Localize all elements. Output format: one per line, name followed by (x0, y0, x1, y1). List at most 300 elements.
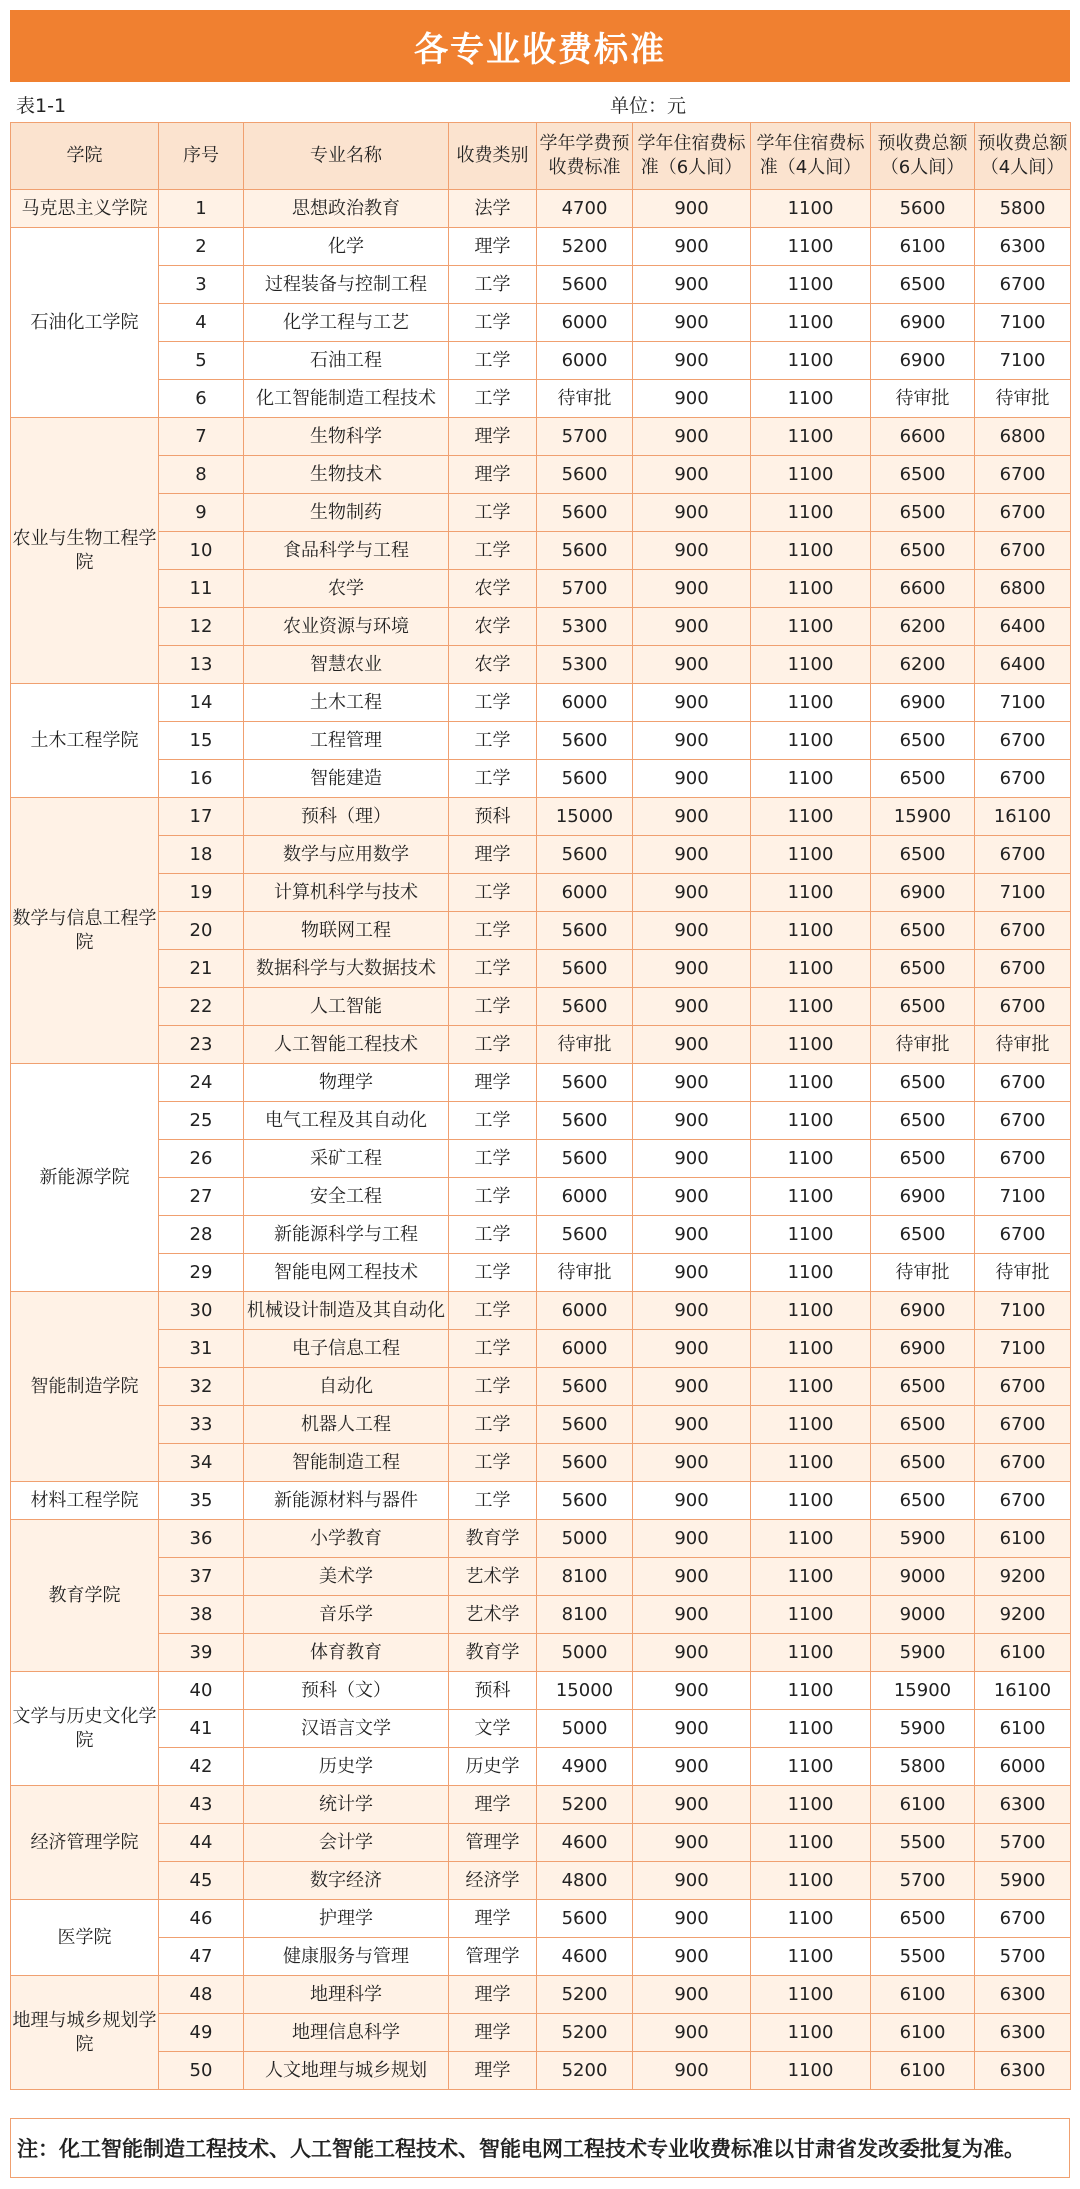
row-dorm-4: 1100 (751, 1634, 871, 1672)
row-tuition: 8100 (537, 1558, 633, 1596)
row-total-4: 6700 (975, 1064, 1071, 1102)
row-total-6: 15900 (871, 798, 975, 836)
row-dorm-6: 900 (633, 1216, 751, 1254)
row-tuition: 5200 (537, 2014, 633, 2052)
row-dorm-4: 1100 (751, 950, 871, 988)
row-major: 预科（理） (244, 798, 449, 836)
row-dorm-6: 900 (633, 874, 751, 912)
row-major: 汉语言文学 (244, 1710, 449, 1748)
row-total-4: 6100 (975, 1710, 1071, 1748)
row-tuition: 5600 (537, 950, 633, 988)
row-dorm-6: 900 (633, 228, 751, 266)
row-category: 理学 (449, 1900, 537, 1938)
table-row (11, 874, 1071, 912)
row-index: 41 (159, 1710, 244, 1748)
row-total-6: 6600 (871, 418, 975, 456)
row-total-4: 6800 (975, 570, 1071, 608)
row-index: 32 (159, 1368, 244, 1406)
row-index: 19 (159, 874, 244, 912)
row-total-4: 7100 (975, 874, 1071, 912)
table-row (11, 722, 1071, 760)
row-tuition: 4700 (537, 190, 633, 228)
row-major: 历史学 (244, 1748, 449, 1786)
row-dorm-6: 900 (633, 1596, 751, 1634)
row-total-6: 6900 (871, 304, 975, 342)
college-name: 教育学院 (11, 1520, 159, 1672)
row-total-4: 待审批 (975, 1026, 1071, 1064)
row-category: 工学 (449, 1406, 537, 1444)
row-total-4: 6700 (975, 760, 1071, 798)
row-dorm-6: 900 (633, 1938, 751, 1976)
row-index: 28 (159, 1216, 244, 1254)
title-banner (10, 10, 1070, 82)
row-category: 工学 (449, 1140, 537, 1178)
row-major: 食品科学与工程 (244, 532, 449, 570)
row-dorm-6: 900 (633, 1710, 751, 1748)
row-major: 生物技术 (244, 456, 449, 494)
row-tuition: 6000 (537, 1178, 633, 1216)
row-major: 物联网工程 (244, 912, 449, 950)
row-dorm-6: 900 (633, 1330, 751, 1368)
row-index: 26 (159, 1140, 244, 1178)
row-category: 理学 (449, 2014, 537, 2052)
table-row (11, 646, 1071, 684)
row-major: 会计学 (244, 1824, 449, 1862)
row-major: 化学工程与工艺 (244, 304, 449, 342)
row-tuition: 待审批 (537, 380, 633, 418)
row-total-6: 6900 (871, 1292, 975, 1330)
table-row (11, 1976, 1071, 2014)
row-dorm-6: 900 (633, 1900, 751, 1938)
row-major: 美术学 (244, 1558, 449, 1596)
row-category: 工学 (449, 950, 537, 988)
table-row (11, 418, 1071, 456)
row-total-6: 5500 (871, 1938, 975, 1976)
row-major: 小学教育 (244, 1520, 449, 1558)
row-dorm-6: 900 (633, 342, 751, 380)
row-category: 理学 (449, 456, 537, 494)
table-row (11, 950, 1071, 988)
row-tuition: 5300 (537, 608, 633, 646)
row-total-6: 6500 (871, 1368, 975, 1406)
row-dorm-4: 1100 (751, 1482, 871, 1520)
row-total-4: 16100 (975, 1672, 1071, 1710)
row-total-6: 15900 (871, 1672, 975, 1710)
row-total-6: 6500 (871, 988, 975, 1026)
row-dorm-4: 1100 (751, 760, 871, 798)
row-index: 39 (159, 1634, 244, 1672)
row-category: 工学 (449, 1292, 537, 1330)
row-index: 8 (159, 456, 244, 494)
header-total-6: 预收费总额（6人间） (871, 123, 975, 190)
table-meta (10, 82, 1070, 122)
table-row (11, 760, 1071, 798)
row-major: 机器人工程 (244, 1406, 449, 1444)
table-row (11, 1558, 1071, 1596)
row-index: 48 (159, 1976, 244, 2014)
row-index: 11 (159, 570, 244, 608)
table-row (11, 1938, 1071, 1976)
row-tuition: 5600 (537, 1140, 633, 1178)
table-row (11, 532, 1071, 570)
row-major: 护理学 (244, 1900, 449, 1938)
row-total-6: 6500 (871, 1482, 975, 1520)
row-total-4: 7100 (975, 684, 1071, 722)
row-major: 音乐学 (244, 1596, 449, 1634)
row-tuition: 5600 (537, 1444, 633, 1482)
row-total-4: 6100 (975, 1520, 1071, 1558)
row-category: 教育学 (449, 1520, 537, 1558)
row-dorm-4: 1100 (751, 1026, 871, 1064)
row-dorm-4: 1100 (751, 2014, 871, 2052)
row-total-6: 6500 (871, 1216, 975, 1254)
row-total-4: 6700 (975, 456, 1071, 494)
row-index: 47 (159, 1938, 244, 1976)
row-index: 33 (159, 1406, 244, 1444)
row-category: 理学 (449, 836, 537, 874)
row-total-6: 5600 (871, 190, 975, 228)
row-dorm-4: 1100 (751, 380, 871, 418)
row-dorm-6: 900 (633, 988, 751, 1026)
table-row (11, 1444, 1071, 1482)
row-dorm-6: 900 (633, 912, 751, 950)
row-category: 理学 (449, 418, 537, 456)
table-row (11, 1292, 1071, 1330)
table-row (11, 1406, 1071, 1444)
row-dorm-6: 900 (633, 266, 751, 304)
row-index: 36 (159, 1520, 244, 1558)
row-dorm-4: 1100 (751, 1178, 871, 1216)
row-tuition: 5200 (537, 228, 633, 266)
row-category: 工学 (449, 494, 537, 532)
row-tuition: 5600 (537, 1216, 633, 1254)
row-major: 人工智能工程技术 (244, 1026, 449, 1064)
row-tuition: 6000 (537, 684, 633, 722)
row-dorm-4: 1100 (751, 1558, 871, 1596)
row-total-4: 6000 (975, 1748, 1071, 1786)
row-index: 7 (159, 418, 244, 456)
table-row (11, 342, 1071, 380)
row-total-6: 6900 (871, 342, 975, 380)
row-index: 31 (159, 1330, 244, 1368)
row-major: 地理科学 (244, 1976, 449, 2014)
row-category: 工学 (449, 1102, 537, 1140)
row-total-4: 5700 (975, 1938, 1071, 1976)
row-dorm-6: 900 (633, 1444, 751, 1482)
table-row (11, 190, 1071, 228)
row-dorm-4: 1100 (751, 1368, 871, 1406)
row-major: 化工智能制造工程技术 (244, 380, 449, 418)
row-tuition: 5600 (537, 1368, 633, 1406)
row-index: 43 (159, 1786, 244, 1824)
table-row (11, 1254, 1071, 1292)
row-dorm-4: 1100 (751, 1406, 871, 1444)
row-dorm-4: 1100 (751, 532, 871, 570)
row-category: 管理学 (449, 1938, 537, 1976)
row-total-4: 6300 (975, 2014, 1071, 2052)
header-college: 学院 (11, 123, 159, 190)
row-dorm-6: 900 (633, 722, 751, 760)
row-total-6: 5500 (871, 1824, 975, 1862)
table-row (11, 1824, 1071, 1862)
header-index: 序号 (159, 123, 244, 190)
row-dorm-6: 900 (633, 950, 751, 988)
row-dorm-4: 1100 (751, 836, 871, 874)
row-tuition: 5600 (537, 266, 633, 304)
table-body (11, 190, 1071, 2090)
row-dorm-6: 900 (633, 380, 751, 418)
row-dorm-4: 1100 (751, 912, 871, 950)
row-dorm-6: 900 (633, 570, 751, 608)
row-dorm-6: 900 (633, 1064, 751, 1102)
table-row (11, 304, 1071, 342)
row-index: 10 (159, 532, 244, 570)
row-major: 物理学 (244, 1064, 449, 1102)
row-category: 预科 (449, 1672, 537, 1710)
table-row (11, 1178, 1071, 1216)
row-major: 智能建造 (244, 760, 449, 798)
row-dorm-4: 1100 (751, 1254, 871, 1292)
row-index: 24 (159, 1064, 244, 1102)
row-index: 17 (159, 798, 244, 836)
row-index: 18 (159, 836, 244, 874)
row-major: 地理信息科学 (244, 2014, 449, 2052)
table-row (11, 494, 1071, 532)
row-total-6: 6500 (871, 1406, 975, 1444)
row-total-6: 5900 (871, 1710, 975, 1748)
row-total-4: 6700 (975, 1444, 1071, 1482)
table-row (11, 608, 1071, 646)
row-index: 12 (159, 608, 244, 646)
row-index: 45 (159, 1862, 244, 1900)
row-index: 6 (159, 380, 244, 418)
row-category: 理学 (449, 2052, 537, 2090)
row-index: 50 (159, 2052, 244, 2090)
row-total-6: 6100 (871, 228, 975, 266)
row-total-6: 6100 (871, 1976, 975, 2014)
row-dorm-4: 1100 (751, 988, 871, 1026)
row-major: 工程管理 (244, 722, 449, 760)
college-name: 农业与生物工程学院 (11, 418, 159, 684)
row-total-4: 6300 (975, 2052, 1071, 2090)
row-index: 5 (159, 342, 244, 380)
row-total-6: 5800 (871, 1748, 975, 1786)
row-dorm-4: 1100 (751, 456, 871, 494)
unit-label: 单位：元 (610, 95, 687, 117)
row-dorm-4: 1100 (751, 1102, 871, 1140)
row-category: 工学 (449, 874, 537, 912)
row-total-6: 6100 (871, 2014, 975, 2052)
row-total-6: 6500 (871, 1900, 975, 1938)
row-index: 38 (159, 1596, 244, 1634)
table-row (11, 1064, 1071, 1102)
row-total-4: 16100 (975, 798, 1071, 836)
row-dorm-4: 1100 (751, 722, 871, 760)
row-total-6: 6500 (871, 1064, 975, 1102)
table-row (11, 798, 1071, 836)
row-category: 工学 (449, 760, 537, 798)
row-tuition: 6000 (537, 874, 633, 912)
row-dorm-6: 900 (633, 532, 751, 570)
row-tuition: 4600 (537, 1938, 633, 1976)
row-index: 29 (159, 1254, 244, 1292)
row-dorm-6: 900 (633, 2014, 751, 2052)
row-total-4: 6300 (975, 1786, 1071, 1824)
row-index: 37 (159, 1558, 244, 1596)
row-index: 21 (159, 950, 244, 988)
row-index: 14 (159, 684, 244, 722)
row-dorm-4: 1100 (751, 1596, 871, 1634)
row-tuition: 15000 (537, 798, 633, 836)
row-dorm-4: 1100 (751, 1900, 871, 1938)
row-index: 15 (159, 722, 244, 760)
table-row (11, 1672, 1071, 1710)
row-major: 电气工程及其自动化 (244, 1102, 449, 1140)
row-dorm-6: 900 (633, 1482, 751, 1520)
row-tuition: 待审批 (537, 1026, 633, 1064)
college-name: 石油化工学院 (11, 228, 159, 418)
table-row (11, 228, 1071, 266)
row-category: 艺术学 (449, 1596, 537, 1634)
row-major: 农业资源与环境 (244, 608, 449, 646)
row-category: 农学 (449, 608, 537, 646)
row-dorm-6: 900 (633, 1634, 751, 1672)
row-total-6: 6500 (871, 912, 975, 950)
table-number: 表1-1 (16, 95, 67, 117)
row-total-6: 5900 (871, 1520, 975, 1558)
row-tuition: 5600 (537, 836, 633, 874)
row-tuition: 5000 (537, 1634, 633, 1672)
row-total-4: 5700 (975, 1824, 1071, 1862)
row-category: 工学 (449, 912, 537, 950)
row-tuition: 5600 (537, 494, 633, 532)
row-total-4: 6400 (975, 608, 1071, 646)
row-category: 工学 (449, 304, 537, 342)
row-total-4: 7100 (975, 342, 1071, 380)
row-total-6: 6500 (871, 494, 975, 532)
row-dorm-4: 1100 (751, 1330, 871, 1368)
row-category: 工学 (449, 1216, 537, 1254)
row-category: 理学 (449, 1786, 537, 1824)
table-row (11, 1102, 1071, 1140)
row-total-6: 待审批 (871, 380, 975, 418)
row-category: 工学 (449, 532, 537, 570)
row-major: 采矿工程 (244, 1140, 449, 1178)
row-dorm-4: 1100 (751, 1938, 871, 1976)
row-category: 工学 (449, 1482, 537, 1520)
row-dorm-4: 1100 (751, 874, 871, 912)
row-tuition: 5600 (537, 456, 633, 494)
row-dorm-6: 900 (633, 836, 751, 874)
row-total-6: 6900 (871, 1330, 975, 1368)
row-tuition: 5200 (537, 1976, 633, 2014)
row-dorm-6: 900 (633, 684, 751, 722)
row-category: 法学 (449, 190, 537, 228)
table-row (11, 1216, 1071, 1254)
row-total-4: 6700 (975, 988, 1071, 1026)
row-total-4: 6700 (975, 1368, 1071, 1406)
row-major: 智能制造工程 (244, 1444, 449, 1482)
row-dorm-6: 900 (633, 418, 751, 456)
row-dorm-4: 1100 (751, 418, 871, 456)
row-tuition: 8100 (537, 1596, 633, 1634)
table-row (11, 988, 1071, 1026)
row-index: 49 (159, 2014, 244, 2052)
row-category: 工学 (449, 988, 537, 1026)
row-total-4: 6700 (975, 912, 1071, 950)
row-major: 智慧农业 (244, 646, 449, 684)
college-name: 材料工程学院 (11, 1482, 159, 1520)
row-category: 经济学 (449, 1862, 537, 1900)
row-tuition: 4600 (537, 1824, 633, 1862)
row-tuition: 4800 (537, 1862, 633, 1900)
row-tuition: 15000 (537, 1672, 633, 1710)
header-category: 收费类别 (449, 123, 537, 190)
row-tuition: 5700 (537, 418, 633, 456)
row-major: 人工智能 (244, 988, 449, 1026)
table-row (11, 1482, 1071, 1520)
fee-table (10, 122, 1071, 2090)
row-total-6: 待审批 (871, 1026, 975, 1064)
row-major: 新能源科学与工程 (244, 1216, 449, 1254)
row-index: 2 (159, 228, 244, 266)
row-major: 统计学 (244, 1786, 449, 1824)
row-category: 理学 (449, 1064, 537, 1102)
table-row (11, 2014, 1071, 2052)
row-tuition: 6000 (537, 1292, 633, 1330)
row-total-4: 6300 (975, 228, 1071, 266)
row-category: 工学 (449, 684, 537, 722)
row-dorm-4: 1100 (751, 684, 871, 722)
row-index: 40 (159, 1672, 244, 1710)
row-total-4: 6700 (975, 1482, 1071, 1520)
row-total-4: 5900 (975, 1862, 1071, 1900)
row-total-4: 6700 (975, 836, 1071, 874)
row-tuition: 5000 (537, 1520, 633, 1558)
row-total-6: 6500 (871, 1140, 975, 1178)
row-major: 安全工程 (244, 1178, 449, 1216)
row-category: 工学 (449, 266, 537, 304)
row-tuition: 待审批 (537, 1254, 633, 1292)
row-dorm-4: 1100 (751, 1672, 871, 1710)
row-category: 管理学 (449, 1824, 537, 1862)
row-category: 农学 (449, 646, 537, 684)
header-dorm-4: 学年住宿费标准（4人间） (751, 123, 871, 190)
row-tuition: 5600 (537, 988, 633, 1026)
row-category: 文学 (449, 1710, 537, 1748)
row-index: 9 (159, 494, 244, 532)
college-name: 智能制造学院 (11, 1292, 159, 1482)
row-dorm-4: 1100 (751, 608, 871, 646)
row-tuition: 6000 (537, 1330, 633, 1368)
row-dorm-6: 900 (633, 1558, 751, 1596)
row-index: 1 (159, 190, 244, 228)
table-row (11, 456, 1071, 494)
row-total-4: 6700 (975, 1102, 1071, 1140)
table-row (11, 1710, 1071, 1748)
row-category: 工学 (449, 1330, 537, 1368)
row-dorm-4: 1100 (751, 1444, 871, 1482)
row-total-4: 6700 (975, 1406, 1071, 1444)
row-major: 生物科学 (244, 418, 449, 456)
row-total-4: 待审批 (975, 380, 1071, 418)
row-index: 35 (159, 1482, 244, 1520)
row-total-6: 5900 (871, 1634, 975, 1672)
row-total-6: 6500 (871, 1102, 975, 1140)
row-tuition: 5200 (537, 1786, 633, 1824)
college-name: 医学院 (11, 1900, 159, 1976)
table-row (11, 1748, 1071, 1786)
